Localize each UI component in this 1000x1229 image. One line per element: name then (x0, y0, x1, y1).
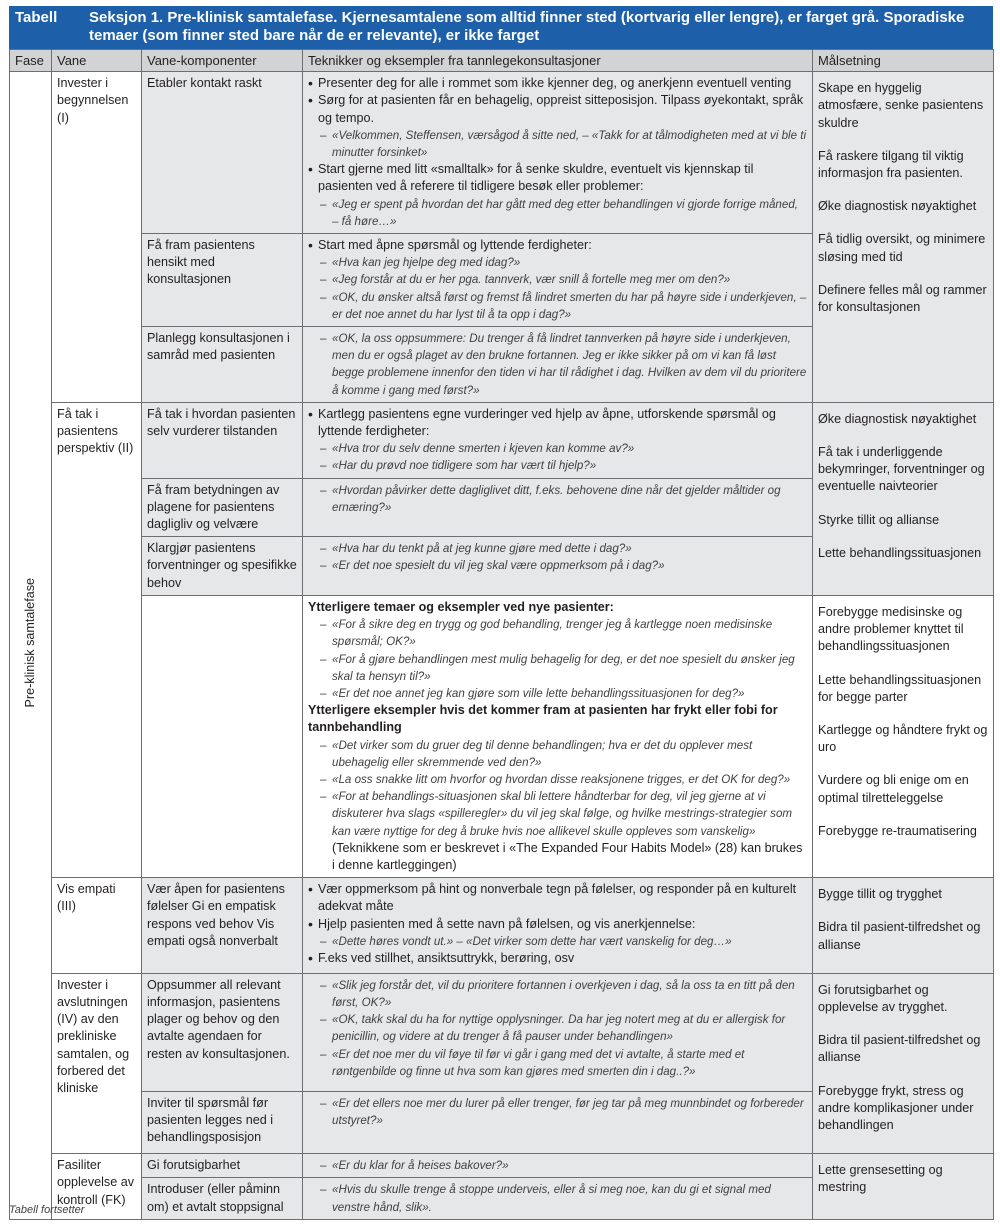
example-quote: – «Har du prøvd noe tidligere som har vært til hjelp?» (308, 457, 807, 474)
vane-cell: Invester i begynnelsen (I) (52, 72, 142, 403)
example-quote: – «For å sikre deg en trygg og god behandling, trenger jeg å kartlegge noen medisinske spørsmål; OK?» (308, 616, 807, 650)
example-quote: – «OK, la oss oppsummere: Du trenger å få lindret tannverken på høyre side i underkjeven, men du er også plaget av den brukne fortannen. Jeg er ikke sikker på om vi kan få løst begge problemene innenfor den tiden vi har til rådighet i dag. Hvilken av dem vil du prioritere å komme i gang med først?» (308, 330, 807, 399)
table-row (10, 1154, 994, 1178)
komponent-cell: Få fram betydningen av plagene for pasientens dagligliv og velvære (142, 478, 303, 537)
komponent-cell: Få fram pasientens hensikt med konsultasjonen (142, 234, 303, 327)
komponent-cell: Planlegg konsultasjonen i samråd med pasienten (142, 327, 303, 403)
example-quote: – «Dette høres vondt ut.» – «Det virker som dette har vært vanskelig for deg…» (308, 933, 807, 950)
goal-item: Styrke tillit og allianse (818, 512, 940, 527)
example-quote: – «Er du klar for å heises bakover?» (308, 1157, 807, 1174)
habits-table (9, 49, 994, 1220)
technique-list (308, 406, 807, 475)
goal-item: Få tak i underliggende bekymringer, forventninger og eventuelle naivteorier (818, 445, 985, 494)
goal-item: Få raskere tilgang til viktig informasjon fra pasienten. (818, 148, 964, 181)
example-quote: – «Jeg er spent på hvordan det har gått med deg etter behandlingen vi gjorde forrige måned, – få høre…» (308, 196, 807, 230)
technique-cell (303, 478, 813, 537)
example-quote: – «Det virker som du gruer deg til denne behandlingen; hva er det du opplever mest ubehagelig eller skremmende ved den?» (308, 737, 807, 771)
goal-item: Få tidlig oversikt, og minimere sløsing med tid (818, 232, 986, 264)
fase-cell (10, 72, 52, 1220)
goal-item: Bygge tillit og trygghet (818, 887, 942, 902)
example-quote: – «Hva har du tenkt på at jeg kunne gjøre med dette i dag?» (308, 540, 807, 557)
vane-cell: Få tak i pasientens perspektiv (II) (52, 402, 142, 877)
technique-cell (303, 402, 813, 478)
goal-item: Øke diagnostisk nøyaktighet (818, 411, 977, 426)
vane-cell: Vis empati (III) (52, 878, 142, 974)
extra-technique-cell (303, 595, 813, 877)
example-quote: – «For at behandlings-situasjonen skal bli lettere håndterbar for deg, vil jeg gjerne at vi diskuterer hva slags «spilleregler» du vil jeg skal følge, og hvilke mestrings-strategier som kan være nyttige for deg å bruke hvis noe allikevel skulle oppleves som vanskelig» (308, 788, 807, 840)
komponent-cell: Vær åpen for pasientens følelser Gi en empatisk respons ved behov Vis empati også nonverbalt (142, 878, 303, 974)
goal-item: Vurdere og bli enige om en optimal tilretteleggelse (818, 773, 969, 805)
col-header-komponent: Vane-komponenter (142, 50, 303, 72)
technique-item: (Teknikkene som er beskrevet i «The Expanded Four Habits Model» (28) kan brukes i denne kartleggingen) (332, 840, 803, 872)
table-row (10, 402, 994, 478)
goal-item: Forebygge frykt, stress og andre komplikasjoner under behandlingen (818, 1083, 974, 1132)
technique-cell (303, 973, 813, 1091)
fase-label: Pre-klinisk samtalefase (22, 578, 37, 708)
technique-list (308, 599, 807, 874)
technique-item: • Hjelp pasienten med å sette navn på følelsen, og vis anerkjennelse: (308, 916, 807, 933)
komponent-cell: Gi forutsigbarhet (142, 1154, 303, 1178)
komponent-cell: Oppsummer all relevant informasjon, pasientens plager og behov og den avtalte agendaen for resten av konsultasjonen. (142, 973, 303, 1091)
table-row (10, 72, 994, 234)
technique-list (308, 1157, 807, 1174)
col-header-malsetning: Målsetning (813, 50, 994, 72)
example-quote: – «Er det noe mer du vil føye til før vi går i gang med det vi avtalte, å starte med et røntgenbilde og finne ut hva som kan gjøres med smerten din i dag..?» (308, 1046, 807, 1080)
goal-item: Forebygge medisinske og andre problemer knyttet til behandlingssituasjonen (818, 604, 964, 654)
example-quote: – «Slik jeg forstår det, vil du prioritere fortannen i overkjeven i dag, så la oss ta en titt på den først, OK?» (308, 977, 807, 1011)
technique-cell (303, 327, 813, 403)
goal-cell (813, 878, 994, 974)
technique-cell (303, 1091, 813, 1154)
goal-item: Kartlegge og håndtere frykt og uro (818, 722, 988, 755)
goal-item: Skape en hyggelig atmosfære, senke pasientens skuldre (818, 81, 984, 130)
example-quote: – «Velkommen, Steffensen, værsågod å sitte ned, – «Takk for at tålmodigheten med at vi ble ti minutter forsinket» (308, 127, 807, 161)
example-quote: – «OK, takk skal du ha for nyttige opplysninger. Da har jeg notert meg at du er allergisk for penicillin, og videre at du trenger å få pauser under behandlingen» (308, 1011, 807, 1045)
technique-list (308, 237, 807, 323)
example-quote: – «For å gjøre behandlingen mest mulig behagelig for deg, er det noe spesielt du ønsker jeg skal ta hensyn til?» (308, 651, 807, 685)
subheading: Ytterligere eksempler hvis det kommer fram at pasienten har frykt eller fobi for tannbehandling (308, 703, 778, 735)
technique-list (308, 75, 807, 230)
vane-cell: Invester i avslutningen (IV) av den prekliniske samtalen, og forbered det kliniske (52, 973, 142, 1153)
technique-cell (303, 878, 813, 974)
example-quote: – «Jeg forstår at du er her pga. tannverk, vær snill å fortelle meg mer om den?» (308, 271, 807, 288)
table-row (10, 878, 994, 974)
komponent-cell: Klargjør pasientens forventninger og spesifikke behov (142, 537, 303, 596)
table-footnote: Tabell fortsetter (9, 1204, 85, 1216)
technique-cell (303, 72, 813, 234)
technique-list (308, 540, 807, 574)
technique-list (308, 330, 807, 399)
goal-cell (813, 973, 994, 1153)
technique-list (308, 1095, 807, 1129)
subheading: Ytterligere temaer og eksempler ved nye pasienter: (308, 599, 614, 614)
goal-cell (813, 72, 994, 403)
table-title: Seksjon 1. Pre-klinisk samtalefase. Kjernesamtalene som alltid finner sted (kortvarig eller lengre), er farget grå. Sporadiske temaer (som finner sted bare når de er relevante), er ikke farget (89, 9, 965, 44)
technique-list (308, 482, 807, 516)
table-header-bar (9, 6, 993, 49)
example-quote: – «Hvordan påvirker dette dagliglivet ditt, f.eks. behovene dine når det gjelder måltider og ernæring?» (308, 482, 807, 516)
table-container (9, 6, 993, 1220)
goal-cell (813, 1154, 994, 1220)
col-header-fase: Fase (10, 50, 52, 72)
technique-item: • Start gjerne med litt «smalltalk» for å senke skuldre, eventuelt vis kjennskap til pasienten ved å referere til tidligere besøk eller problemer: (308, 161, 807, 195)
technique-cell (303, 537, 813, 596)
technique-item: • Presenter deg for alle i rommet som ikke kjenner deg, og anerkjenn eventuell venting (308, 75, 807, 92)
col-header-vane: Vane (52, 50, 142, 72)
technique-item: • Start med åpne spørsmål og lyttende ferdigheter: (308, 237, 807, 254)
table-body (10, 72, 994, 1220)
technique-cell (303, 1178, 813, 1219)
goal-item: Definere felles mål og rammer for konsultasjonen (818, 282, 987, 315)
example-quote: – «Hva kan jeg hjelpe deg med idag?» (308, 254, 807, 271)
example-quote: – «Er det noe spesielt du vil jeg skal være oppmerksom på i dag?» (308, 557, 807, 574)
example-quote: – «La oss snakke litt om hvorfor og hvordan disse reaksjonene trigges, er det OK for deg?» (308, 771, 807, 788)
example-quote: – «Er det noe annet jeg kan gjøre som ville lette behandlingssituasjonen for deg?» (308, 685, 807, 702)
goal-cell (813, 595, 994, 877)
col-header-teknikker: Teknikker og eksempler fra tannlegekonsultasjoner (303, 50, 813, 72)
table-row-extra (10, 595, 994, 877)
goal-item: Lette behandlingssituasjonen for begge parter (818, 672, 982, 704)
example-quote: – «Hvis du skulle trenge å stoppe underveis, eller å si meg noe, kan du gi et signal med venstre hånd, slik». (308, 1181, 807, 1215)
vane-cell: Fasiliter opplevelse av kontroll (FK) (52, 1154, 142, 1220)
goal-item: Lette behandlingssituasjonen (818, 545, 982, 560)
goal-item: Øke diagnostisk nøyaktighet (818, 199, 977, 214)
technique-item: • Kartlegg pasientens egne vurderinger ved hjelp av åpne, utforskende spørsmål og lyttende ferdigheter: (308, 406, 807, 440)
table-label: Tabell (15, 9, 58, 26)
goal-item: Bidra til pasient-tilfredshet og allianse (818, 920, 981, 952)
komponent-cell: Etabler kontakt raskt (142, 72, 303, 234)
goal-item: Gi forutsigbarhet og opplevelse av trygghet. (818, 982, 948, 1014)
goal-item: Forebygge re-traumatisering (818, 823, 977, 838)
table-row (10, 973, 994, 1091)
goal-cell (813, 402, 994, 595)
komponent-cell: Inviter til spørsmål før pasienten legges ned i behandlingsposisjon (142, 1091, 303, 1154)
technique-cell (303, 1154, 813, 1178)
goal-item: Lette grensesetting og mestring (818, 1163, 943, 1195)
goal-item: Bidra til pasient-tilfredshet og allianse (818, 1033, 981, 1065)
example-quote: – «Hva tror du selv denne smerten i kjeven kan komme av?» (308, 440, 807, 457)
technique-item: • Vær oppmerksom på hint og nonverbale tegn på følelser, og responder på en kulturelt adekvat måte (308, 881, 807, 915)
technique-list (308, 977, 807, 1080)
technique-cell (303, 234, 813, 327)
technique-list (308, 1181, 807, 1215)
komponent-cell-empty (142, 595, 303, 877)
technique-item: • Sørg for at pasienten får en behagelig, oppreist sitteposisjon. Tilpass øyekontakt, språk og tempo. (308, 92, 807, 126)
komponent-cell: Få tak i hvordan pasienten selv vurderer tilstanden (142, 402, 303, 478)
technique-item: • F.eks ved stillhet, ansiktsuttrykk, berøring, osv (308, 950, 807, 967)
table-header-row (10, 50, 994, 72)
example-quote: – «OK, du ønsker altså først og fremst få lindret smerten du har på høyre side i underkjeven, – er det noe annet du har lyst til å ta opp i dag?» (308, 289, 807, 323)
technique-list (308, 881, 807, 967)
komponent-cell: Introduser (eller påminn om) et avtalt stoppsignal (142, 1178, 303, 1219)
example-quote: – «Er det ellers noe mer du lurer på eller trenger, før jeg tar på meg munnbindet og forbereder utstyret?» (308, 1095, 807, 1129)
